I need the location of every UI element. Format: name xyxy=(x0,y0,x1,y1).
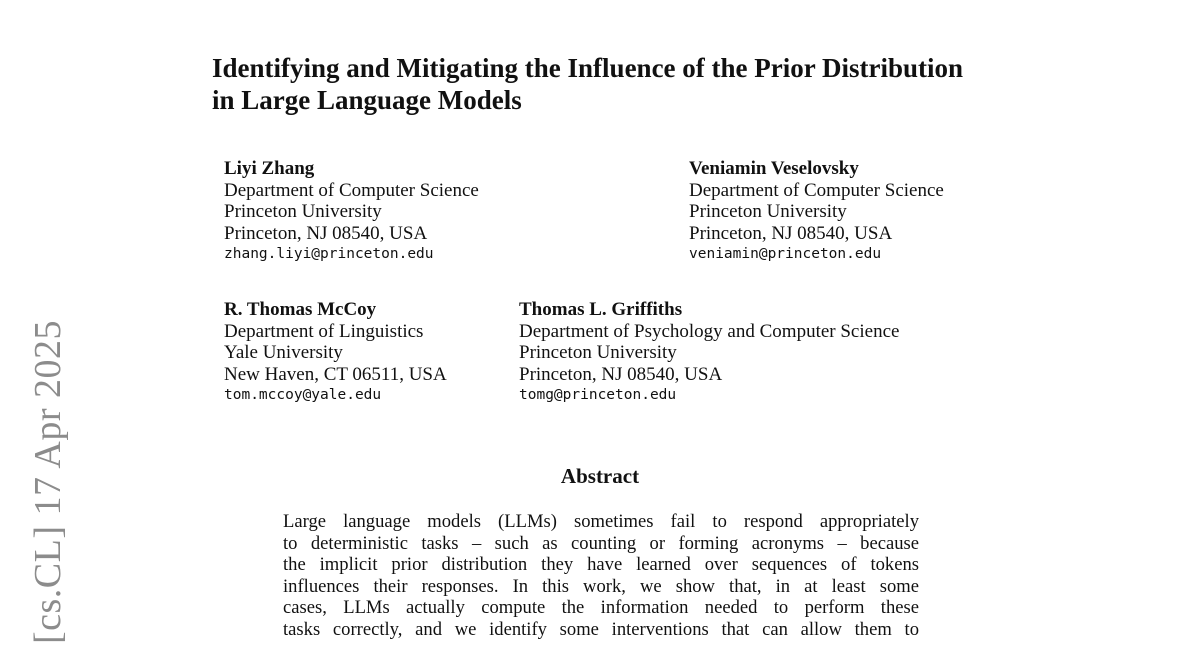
abstract-line: cases, LLMs actually compute the information needed to perform these xyxy=(283,597,919,618)
author-department: Department of Linguistics xyxy=(224,320,424,342)
author-department: Department of Computer Science xyxy=(224,179,479,201)
author-institution: Yale University xyxy=(224,342,343,363)
arxiv-identifier-stamp: [cs.CL] 17 Apr 2025 xyxy=(27,319,69,644)
author-location: New Haven, CT 06511, USA xyxy=(224,363,447,385)
author-block xyxy=(519,299,899,407)
author-block xyxy=(689,158,944,266)
author-institution: Princeton University xyxy=(224,201,382,222)
abstract-line: influences their responses. In this work, we show that, in at least some xyxy=(283,575,919,597)
author-department: Department of Computer Science xyxy=(689,179,944,201)
abstract-line: tasks correctly, and we identify some interventions that can allow them to xyxy=(283,618,919,640)
author-location: Princeton, NJ 08540, USA xyxy=(224,222,428,244)
abstract-heading: Abstract xyxy=(560,464,640,488)
author-name: R. Thomas McCoy xyxy=(224,299,377,320)
author-name: Thomas L. Griffiths xyxy=(519,299,683,320)
author-email: tom.mccoy@yale.edu xyxy=(224,387,382,403)
abstract-line: the implicit prior distribution they have learned over sequences of tokens xyxy=(283,554,919,575)
abstract-body xyxy=(283,511,919,640)
author-block xyxy=(224,299,447,407)
author-email: veniamin@princeton.edu xyxy=(689,246,882,262)
abstract-line: Large language models (LLMs) sometimes fail to respond appropriately xyxy=(283,511,919,532)
author-location: Princeton, NJ 08540, USA xyxy=(519,363,723,385)
author-email: zhang.liyi@princeton.edu xyxy=(224,246,434,262)
author-name: Liyi Zhang xyxy=(224,158,315,179)
author-institution: Princeton University xyxy=(519,342,677,363)
author-email: tomg@princeton.edu xyxy=(519,387,677,403)
abstract-line: to deterministic tasks – such as counting or forming acronyms – because xyxy=(283,532,919,554)
author-department: Department of Psychology and Computer Science xyxy=(519,320,900,342)
author-block xyxy=(224,158,479,266)
author-location: Princeton, NJ 08540, USA xyxy=(689,222,893,244)
author-name: Veniamin Veselovsky xyxy=(689,158,859,179)
paper-title: Identifying and Mitigating the Influence of the Prior Distribution in Large Language Models xyxy=(212,53,964,115)
author-institution: Princeton University xyxy=(689,201,847,222)
